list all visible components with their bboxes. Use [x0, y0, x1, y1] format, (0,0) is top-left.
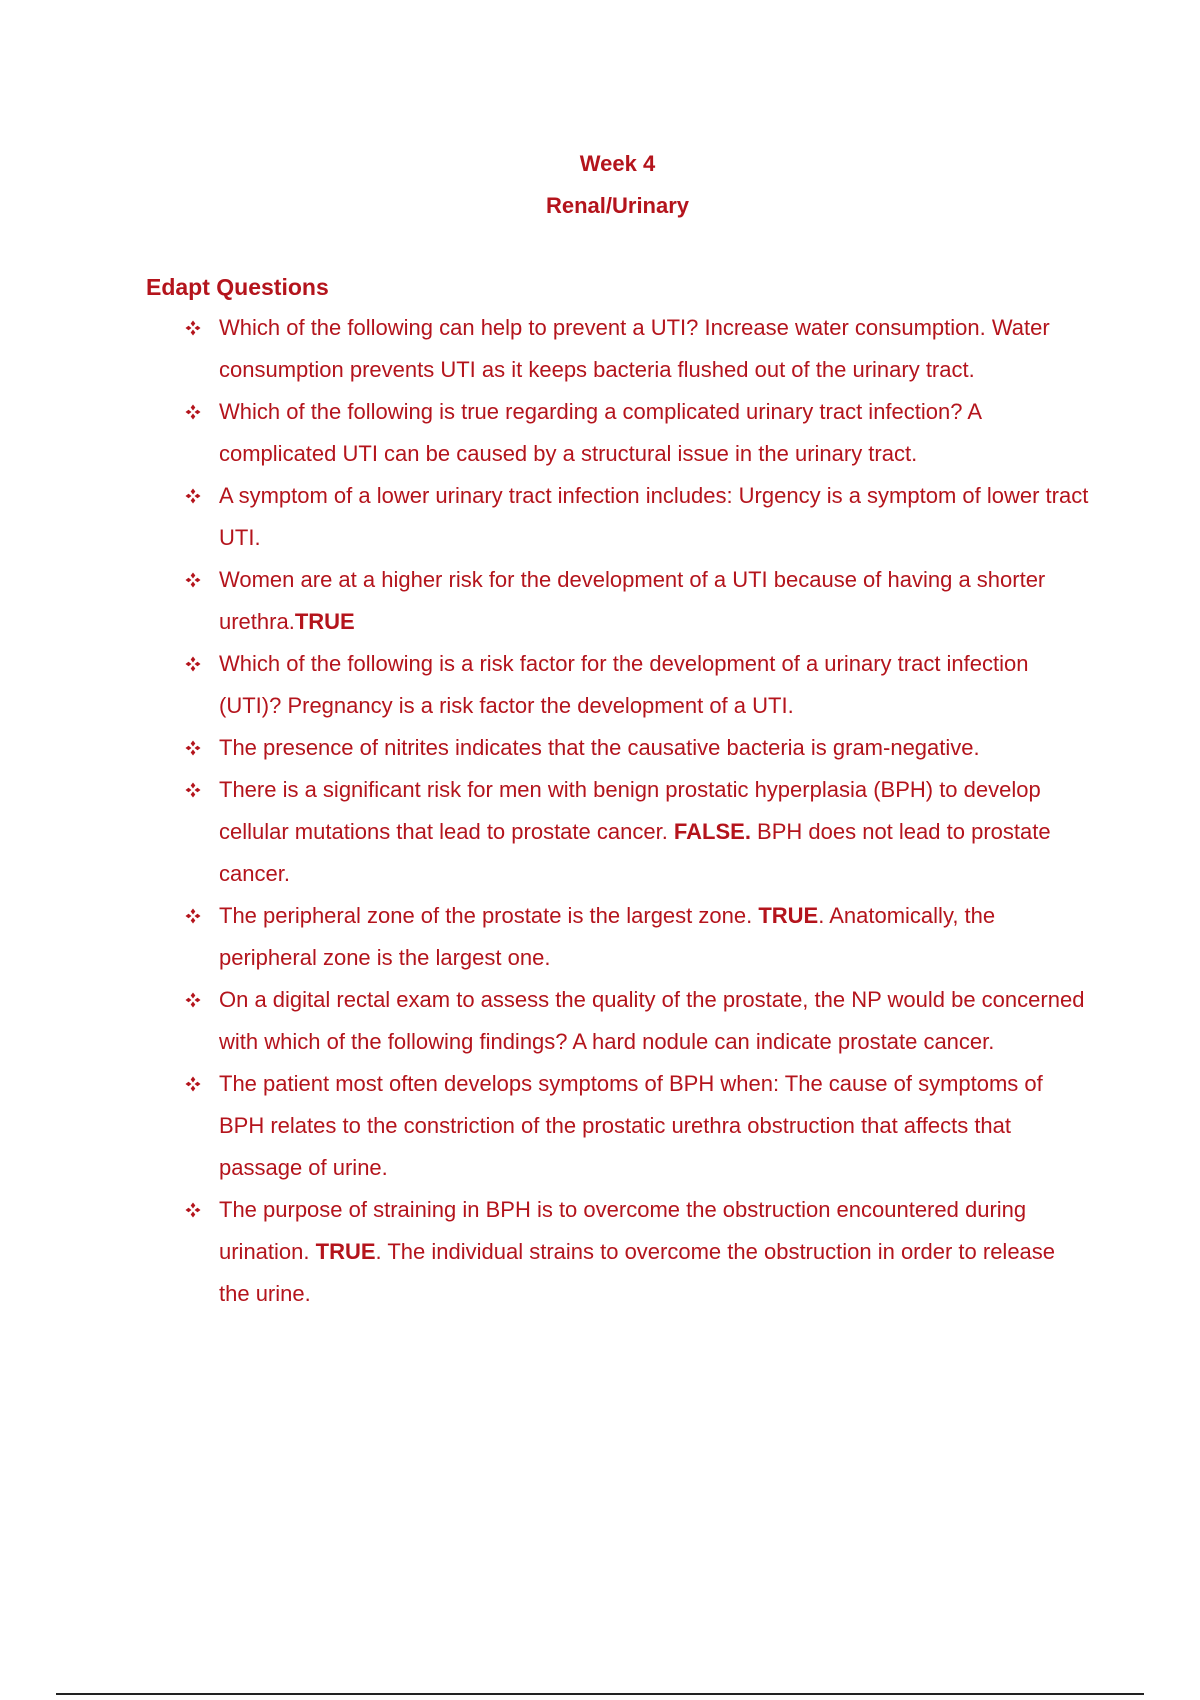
four-diamond-bullet-icon	[183, 1189, 203, 1231]
section-title: Edapt Questions	[146, 274, 329, 300]
item-text: Which of the following can help to prevent a UTI? Increase water consumption. Water consumption prevents UTI as it keeps bacteria flushed out of the urinary tract.	[219, 315, 1050, 382]
list-item	[0, 559, 1200, 643]
four-diamond-bullet-icon	[183, 307, 203, 349]
item-answer-emphasis: TRUE	[758, 903, 819, 928]
four-diamond-bullet-icon	[183, 727, 203, 769]
bottom-divider	[56, 1693, 1144, 1695]
week-title: Week 4	[579, 151, 656, 176]
list-item	[0, 979, 1200, 1063]
list-item	[0, 1189, 1200, 1315]
item-answer-emphasis: FALSE.	[673, 819, 751, 844]
topic-title: Renal/Urinary	[545, 193, 690, 218]
four-diamond-bullet-icon	[183, 979, 203, 1021]
item-text-continued: BPH does not lead to prostate cancer.	[219, 819, 1051, 886]
four-diamond-bullet-icon	[183, 1063, 203, 1105]
list-item	[0, 391, 1200, 475]
item-text: The peripheral zone of the prostate is the largest zone.	[219, 903, 759, 928]
item-text-continued: . Anatomically, the peripheral zone is the largest one.	[219, 903, 996, 970]
list-item	[0, 769, 1200, 895]
four-diamond-bullet-icon	[183, 643, 203, 685]
item-answer-emphasis: TRUE	[315, 1239, 376, 1264]
list-item	[0, 307, 1200, 391]
four-diamond-bullet-icon	[183, 769, 203, 811]
list-item	[0, 1063, 1200, 1189]
list-item	[0, 727, 1200, 769]
item-text: The patient most often develops symptoms of BPH when: The cause of symptoms of BPH relates to the constriction of the prostatic urethra obstruction that affects that passage of urine.	[219, 1071, 1043, 1180]
four-diamond-bullet-icon	[183, 391, 203, 433]
list-item	[0, 895, 1200, 979]
item-text: Which of the following is a risk factor for the development of a urinary tract infection (UTI)? Pregnancy is a risk factor the development of a UTI.	[219, 651, 1029, 718]
four-diamond-bullet-icon	[183, 559, 203, 601]
item-text: On a digital rectal exam to assess the quality of the prostate, the NP would be concerned with which of the following findings? A hard nodule can indicate prostate cancer.	[219, 987, 1085, 1054]
item-text-continued: . The individual strains to overcome the obstruction in order to release the urine.	[219, 1239, 1056, 1306]
item-text: There is a significant risk for men with benign prostatic hyperplasia (BPH) to develop cellular mutations that lead to prostate cancer.	[219, 777, 1041, 844]
item-answer-emphasis: TRUE	[294, 609, 355, 634]
item-text: The presence of nitrites indicates that the causative bacteria is gram-negative.	[219, 735, 980, 760]
item-text: Which of the following is true regarding a complicated urinary tract infection? A complicated UTI can be caused by a structural issue in the urinary tract.	[219, 399, 981, 466]
four-diamond-bullet-icon	[183, 475, 203, 517]
item-text: A symptom of a lower urinary tract infection includes: Urgency is a symptom of lower tract UTI.	[219, 483, 1089, 550]
list-item	[0, 643, 1200, 727]
item-text: The purpose of straining in BPH is to overcome the obstruction encountered during urination.	[219, 1197, 1027, 1264]
list-item	[0, 475, 1200, 559]
page-header	[0, 143, 1200, 227]
question-list	[0, 307, 1200, 1315]
item-text: Women are at a higher risk for the development of a UTI because of having a shorter urethra.	[219, 567, 1046, 634]
four-diamond-bullet-icon	[183, 895, 203, 937]
